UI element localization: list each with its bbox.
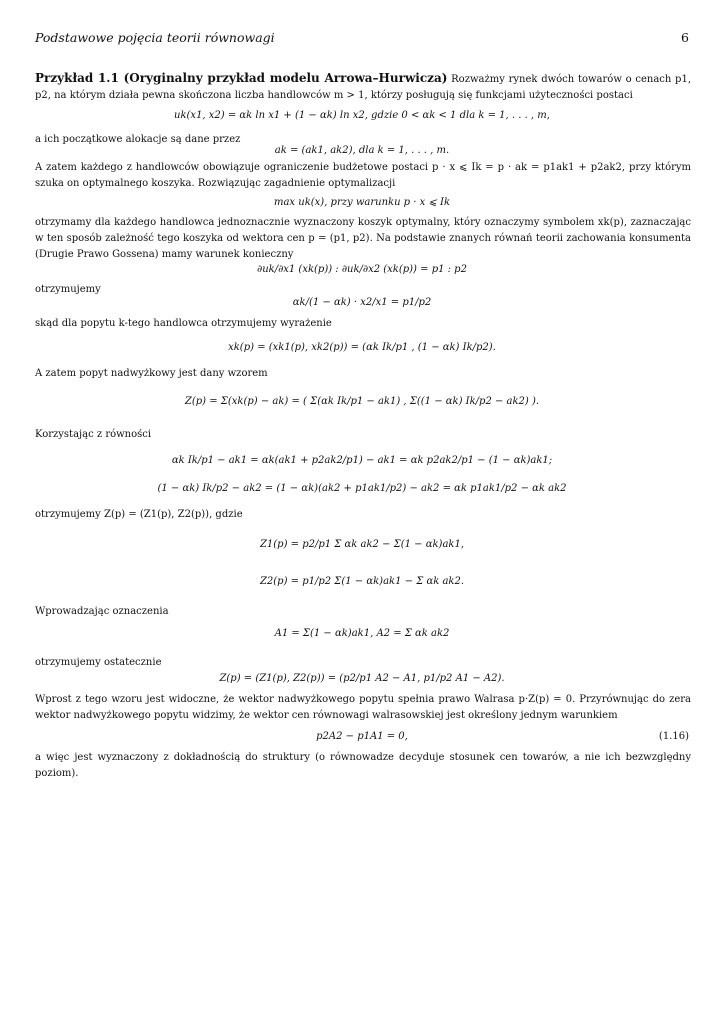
equation-optimization: max uk(x), przy warunku p · x ⩽ Ik (273, 197, 451, 208)
paragraph-allocations: a ich początkowe alokacje są dane przez (35, 134, 241, 145)
paragraph-notation: Wprowadzając oznaczenia (35, 606, 169, 617)
equation-final-z: Z(p) = (Z1(p), Z2(p)) = (p2/p1 A2 − A1, p1/p2 A1 − A2). (219, 673, 505, 684)
equation-equilibrium: p2A2 − p1A1 = 0, (316, 731, 408, 742)
equation-z1: Z1(p) = p2/p1 Σ αk ak2 − Σ(1 − αk)ak1, (259, 539, 465, 550)
paragraph-budget: A zatem każdego z handlowców obowiązuje ograniczenie budżetowe postaci p · x ⩽ Ik = p · ak = p1ak1 + p2ak2, przy którym szuka on optymalnego koszyka. Rozwiązując zagadnienie optymalizacji (35, 162, 691, 189)
equation-equality-2: (1 − αk) Ik/p2 − ak2 = (1 − αk)(ak2 + p1ak1/p2) − ak2 = αk p1ak1/p2 − αk ak2 (157, 483, 567, 494)
paragraph-finally: otrzymujemy ostatecznie (35, 657, 162, 668)
paragraph-using-equalities: Korzystając z równości (35, 429, 152, 440)
equation-equality-1: αk Ik/p1 − ak1 = αk(ak1 + p2ak2/p1) − ak1 = αk p2ak2/p1 − (1 − αk)ak1; (171, 455, 553, 466)
paragraph-z-components: otrzymujemy Z(p) = (Z1(p), Z2(p)), gdzie (35, 509, 243, 520)
paragraph-structure: a więc jest wyznaczony z dokładnością do struktury (o równowadze decyduje stosunek cen towarów, a nie ich bezwzględny poziom). (35, 752, 691, 779)
equation-utility: uk(x1, x2) = αk ln x1 + (1 − αk) ln x2, gdzie 0 < αk < 1 dla k = 1, . . . , m, (174, 110, 550, 121)
page-number: 6 (681, 30, 689, 45)
equation-notation: A1 = Σ(1 − αk)ak1, A2 = Σ αk ak2 (274, 628, 450, 639)
running-title: Podstawowe pojęcia teorii równowagi (35, 30, 275, 45)
equation-z2: Z2(p) = p1/p2 Σ(1 − αk)ak1 − Σ αk ak2. (259, 576, 465, 587)
example-intro: Rozważmy rynek dwóch towarów o cenach p1, p2, na którym działa pewna skończona liczba handlowców m > 1, którzy posługują się funkcjami użyteczności postaci (35, 74, 691, 101)
equation-number: (1.16) (658, 731, 689, 742)
example-title: Przykład 1.1 (Oryginalny przykład modelu Arrowa–Hurwicza) (35, 71, 448, 85)
paragraph-optimal-basket: otrzymamy dla każdego handlowca jednoznacznie wyznaczony koszyk optymalny, który oznaczymy symbolem xk(p), zaznaczając w ten sposób zależność tego koszyka od wektora cen p = (p1, p2). Na podstawie znanych równań teorii zachowania konsumenta (Drugie Prawo Gossena) mamy warunek konieczny (35, 217, 691, 260)
equation-ratio: αk/(1 − αk) · x2/x1 = p1/p2 (292, 297, 432, 308)
equation-demand: xk(p) = (xk1(p), xk2(p)) = (αk Ik/p1 , (1 − αk) Ik/p2). (228, 342, 496, 353)
paragraph-excess-demand: A zatem popyt nadwyżkowy jest dany wzorem (35, 368, 268, 379)
equation-excess-demand: Z(p) = Σ(xk(p) − ak) = ( Σ(αk Ik/p1 − ak1) , Σ((1 − αk) Ik/p2 − ak2) ). (184, 396, 540, 407)
paragraph-we-get: otrzymujemy (35, 284, 101, 295)
paragraph-demand: skąd dla popytu k-tego handlowca otrzymujemy wyrażenie (35, 318, 332, 329)
paragraph-walras: Wprost z tego wzoru jest widoczne, że wektor nadwyżkowego popytu spełnia prawo Walrasa p·Z(p) = 0. Przyrównując do zera wektor nadwyżkowego popytu widzimy, że wektor cen równowagi walrasowskiej jest określony jednym warunkiem (35, 694, 691, 721)
equation-allocation: ak = (ak1, ak2), dla k = 1, . . . , m. (274, 145, 450, 156)
equation-gossen: ∂uk/∂x1 (xk(p)) : ∂uk/∂x2 (xk(p)) = p1 : p2 (257, 264, 467, 275)
example-paragraph (35, 70, 691, 104)
